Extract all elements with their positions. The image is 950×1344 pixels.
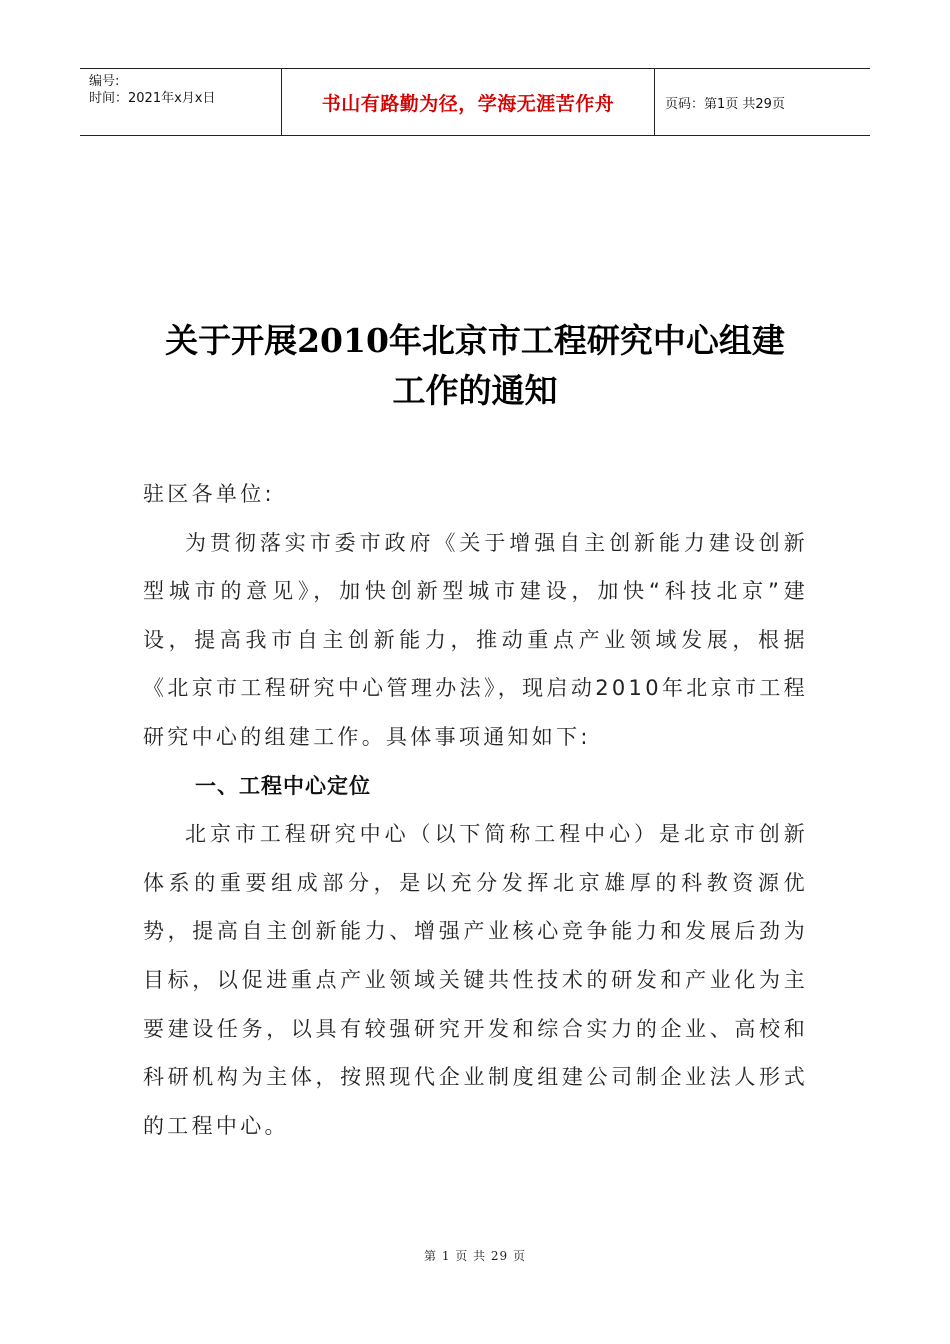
page-header [80,68,870,136]
document-number-label: 编号: [89,74,120,89]
paragraph-intro: 为贯彻落实市委市政府《关于增强自主创新能力建设创新型城市的意见》，加快创新型城市建设，加快“科技北京”建设，提高我市自主创新能力，推动重点产业领域发展，根据《北京市工程研究中心管理办法》，现启动2010年北京市工程研究中心的组建工作。具体事项通知如下: [143,530,808,749]
document-title-line-2: 工作的通知 [392,371,558,410]
page-footer: 第 1 页 共 29 页 [424,1249,526,1263]
header-motto: 书山有路勤为径，学海无涯苦作舟 [282,69,655,135]
header-meta [80,69,282,135]
section-heading-1: 一、工程中心定位 [195,773,371,798]
document-title-line-1: 关于开展2010年北京市工程研究中心组建 [165,321,785,360]
document-title [100,316,850,416]
paragraph-section-1: 北京市工程研究中心（以下简称工程中心）是北京市创新体系的重要组成部分，是以充分发挥北京雄厚的科教资源优势，提高自主创新能力、增强产业核心竞争能力和发展后劲为目标，以促进重点产业领域关键共性技术的研发和产业化为主要建设任务，以具有较强研究开发和综合实力的企业、高校和科研机构为主体，按照现代企业制度组建公司制企业法人形式的工程中心。 [143,822,808,1138]
salutation: 驻区各单位: [143,482,275,506]
header-page-info: 页码：第1页 共29页 [665,96,785,112]
document-time-label: 时间：2021年x月x日 [89,91,216,106]
document-body [143,470,808,1150]
